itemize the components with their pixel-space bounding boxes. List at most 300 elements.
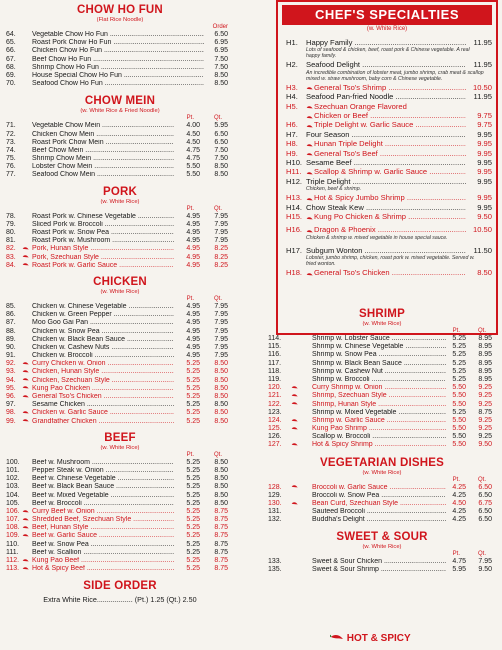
- item-name: Beef w. Black Bean Sauce .....: [32, 483, 174, 491]
- menu-item-row: [6, 524, 234, 532]
- item-number: 107.: [6, 516, 20, 524]
- item-name: Dragon & Phoenix .....: [314, 225, 466, 234]
- item-number: 88.: [6, 327, 16, 335]
- menu-item-row: [6, 344, 234, 352]
- shrimp-qt-label: Qt.: [477, 328, 486, 334]
- item-number: H3.: [286, 82, 298, 92]
- menu-item-row: [268, 441, 496, 449]
- item-price-pint: 5.50: [446, 433, 466, 441]
- item-price-quart: 8.50: [204, 377, 228, 385]
- item-name: Hot & Spicy Jumbo Shrimp .....: [314, 193, 466, 202]
- item-number: 96.: [6, 393, 16, 400]
- item-description: Lots of seafood & chicken, beef, roast pork & Chinese vegetable. A real happy family.: [306, 47, 470, 60]
- item-price-pint: 5.25: [176, 565, 200, 573]
- menu-item-row: [268, 351, 496, 359]
- item-price: 6.50: [204, 31, 228, 39]
- item-price-pint: 5.25: [446, 335, 466, 343]
- item-price-pint: 4.25: [446, 508, 466, 516]
- chili-icon: [21, 262, 29, 270]
- item-number: 129.: [268, 491, 282, 499]
- menu-item-row: [6, 565, 234, 573]
- item-name: Pork, Hunan Style .....: [32, 245, 174, 253]
- item-number: H6.: [286, 120, 298, 130]
- item-name: Chicken w. Snow Pea .....: [32, 328, 174, 336]
- item-number: 117.: [268, 359, 282, 367]
- item-name: Curry Beef w. Onion .....: [32, 508, 174, 516]
- item-price: 7.50: [204, 64, 228, 72]
- chili-icon: [21, 254, 29, 262]
- item-number: 79.: [6, 220, 16, 228]
- item-number: 87.: [6, 319, 16, 327]
- item-name: Kung Po Chicken & Shrimp .....: [314, 212, 466, 221]
- chili-icon: [21, 524, 29, 532]
- item-price: 10.50: [466, 83, 492, 92]
- item-price-quart: 6.75: [470, 500, 492, 508]
- item-price: 9.50: [466, 212, 492, 221]
- item-name: Triple Delight w. Garlic Sauce .....: [314, 120, 466, 129]
- menu-item-row: [268, 360, 496, 368]
- item-name: Beef w. Scallion .....: [32, 549, 174, 557]
- item-name: Chicken w. Cashew Nuts .....: [32, 344, 174, 352]
- item-price-quart: 8.50: [204, 418, 228, 426]
- item-number: 90.: [6, 343, 16, 351]
- menu-item-row: [268, 417, 496, 425]
- menu-item-row: [6, 245, 234, 253]
- item-number: 80.: [6, 229, 16, 236]
- item-price-pint: 5.95: [446, 566, 466, 574]
- item-price-pint: 4.95: [176, 221, 200, 229]
- item-price-quart: 8.50: [204, 360, 228, 368]
- menu-item-row: [6, 147, 234, 155]
- item-number: 71.: [6, 122, 16, 130]
- chefs-specialties-title: CHEF'S SPECIALTIES: [282, 5, 492, 25]
- item-price-quart: 8.25: [204, 262, 228, 270]
- item-name: Shrimp w. Black Bean Sauce .....: [312, 360, 446, 368]
- item-price-pint: 5.25: [446, 368, 466, 376]
- item-price-quart: 8.50: [204, 393, 228, 401]
- chili-icon: [21, 532, 29, 540]
- item-name: Beef w. Mixed Vegetable .....: [32, 492, 174, 500]
- sweet_sour-qt-label: Qt.: [477, 550, 486, 557]
- item-number: 73.: [6, 138, 16, 146]
- item-price-pint: 5.25: [176, 459, 200, 467]
- item-name: Grandfather Chicken .....: [32, 418, 174, 426]
- item-number: 91.: [6, 352, 16, 360]
- item-name: Roast Pork w. Garlic Sauce .....: [32, 262, 174, 270]
- item-name: Chicken w. Green Pepper .....: [32, 311, 174, 319]
- menu-item-row: [6, 368, 234, 376]
- item-name: Sweet & Sour Chicken .....: [312, 558, 446, 566]
- menu-item-row: [6, 122, 234, 130]
- item-price-pint: 4.75: [446, 558, 466, 566]
- item-price-quart: 8.75: [470, 409, 492, 417]
- item-price-quart: 8.95: [470, 351, 492, 359]
- chili-icon: [330, 633, 344, 644]
- item-price-pint: 5.25: [176, 385, 200, 393]
- item-name: Hot & Spicy Beef .....: [32, 565, 174, 573]
- item-price-pint: 4.95: [176, 352, 200, 360]
- item-number: 64.: [6, 31, 16, 38]
- vegetarian-price-header: [268, 477, 496, 484]
- item-number: 66.: [6, 47, 16, 55]
- menu-item-row: [268, 384, 496, 392]
- item-price-pint: 4.95: [176, 213, 200, 221]
- item-price-pint: 4.95: [176, 229, 200, 237]
- menu-item-row: [6, 139, 234, 147]
- item-price-pint: 5.50: [176, 171, 200, 179]
- item-price-quart: 9.25: [470, 392, 492, 400]
- item-price-pint: 5.25: [446, 360, 466, 368]
- item-price-pint: 4.25: [446, 516, 466, 524]
- menu-item-row: [6, 418, 234, 426]
- item-price-quart: 8.25: [204, 245, 228, 253]
- item-number: 94.: [6, 376, 16, 384]
- item-number: 135.: [268, 565, 282, 573]
- chicken-qt-label: Qt.: [213, 295, 222, 302]
- menu-item-row: [6, 131, 234, 139]
- hot-spicy-legend: [330, 633, 411, 644]
- item-price-pint: 4.25: [446, 492, 466, 500]
- shrimp-section-title: SHRIMP: [359, 308, 405, 320]
- item-price-pint: 4.95: [176, 311, 200, 319]
- chow_mein-pt-label: Pt.: [186, 115, 194, 122]
- item-price-quart: 8.95: [470, 376, 492, 384]
- item-price: 11.95: [466, 38, 492, 47]
- item-number: 86.: [6, 311, 16, 319]
- item-number: 131.: [268, 508, 282, 516]
- menu-item-row: [6, 237, 234, 245]
- item-name: Shrimp Chow Ho Fun .....: [32, 64, 228, 72]
- item-price-pint: 5.25: [176, 475, 200, 483]
- item-price-quart: 8.50: [204, 475, 228, 483]
- item-number: 81.: [6, 237, 16, 245]
- menu-item-row: [6, 360, 234, 368]
- item-name: Scallop & Shrimp w. Garlic Sauce .....: [314, 167, 466, 176]
- item-price-pint: 5.25: [176, 549, 200, 557]
- item-price-quart: 6.50: [204, 131, 228, 139]
- item-number: 112.: [6, 557, 20, 564]
- item-name: Lobster Chow Mein .....: [32, 163, 174, 171]
- item-price-quart: 8.75: [204, 541, 228, 549]
- item-price-pint: 5.50: [446, 441, 466, 449]
- item-price-quart: 8.75: [204, 516, 228, 524]
- item-price-quart: 8.50: [204, 385, 228, 393]
- item-name: Seafood Chow Ho Fun .....: [32, 80, 228, 88]
- item-number: 67.: [6, 55, 16, 63]
- item-number: 92.: [6, 360, 16, 368]
- chow_mein-qt-label: Qt.: [213, 115, 222, 122]
- chicken-section-title: CHICKEN: [93, 275, 147, 288]
- item-price: 9.95: [466, 149, 492, 158]
- item-price-pint: 5.25: [176, 393, 200, 401]
- pork-section-subtitle: (w. White Rice): [100, 198, 140, 205]
- item-name: Chicken w. Black Bean Sauce .....: [32, 336, 174, 344]
- pork-price-header: [6, 206, 234, 213]
- item-number: 119.: [268, 375, 282, 383]
- item-name: Happy Family .....: [306, 38, 466, 47]
- item-price-quart: 6.50: [470, 484, 492, 492]
- beef-pt-label: Pt.: [186, 451, 194, 458]
- item-number: H17.: [286, 245, 303, 255]
- item-number: 68.: [6, 63, 16, 71]
- item-number: 97.: [6, 401, 16, 409]
- item-number: 109.: [6, 532, 20, 540]
- item-name: Beef w. Garlic Sauce .....: [32, 532, 174, 540]
- item-price: 10.50: [466, 225, 492, 234]
- menu-item-row: [6, 72, 234, 80]
- chili-icon: [21, 516, 29, 524]
- chow_mein-section-title: CHOW MEIN: [84, 95, 156, 108]
- item-price-quart: 8.95: [470, 360, 492, 368]
- chili-icon: [21, 557, 29, 565]
- item-price-quart: 7.95: [204, 229, 228, 237]
- item-price-quart: 7.95: [204, 319, 228, 327]
- item-price-pint: 4.75: [176, 155, 200, 163]
- menu-item-row: [6, 557, 234, 565]
- item-name: Chicken Chow Mein .....: [32, 131, 174, 139]
- chili-icon: [21, 418, 29, 426]
- item-price: 8.50: [204, 72, 228, 80]
- item-price-pint: 5.50: [446, 384, 466, 392]
- vegetarian-section-subtitle: (w. White Rice): [362, 469, 402, 476]
- menu-item-row: [268, 508, 496, 516]
- item-price-quart: 8.50: [204, 467, 228, 475]
- item-name: Chicken or Beef .....: [314, 111, 466, 120]
- item-number: H13.: [286, 193, 303, 203]
- item-price-quart: 6.50: [470, 516, 492, 524]
- item-price: 9.75: [466, 111, 492, 120]
- chili-icon: [21, 409, 29, 417]
- menu-item-row: [268, 516, 496, 524]
- item-name: Roast Pork w. Chinese Vegetable .....: [32, 213, 174, 221]
- item-price-quart: 8.50: [204, 500, 228, 508]
- pork-pt-label: Pt.: [186, 205, 194, 212]
- side-order-title: SIDE ORDER: [83, 580, 157, 593]
- chili-icon: [21, 385, 29, 393]
- item-price-pint: 5.25: [176, 492, 200, 500]
- item-number: 75.: [6, 155, 16, 163]
- item-name: Seafood Pan-fried Noodle .....: [306, 92, 466, 101]
- menu-item-row: [268, 392, 496, 400]
- item-number: 106.: [6, 507, 20, 515]
- vegetarian-pt-label: Pt.: [452, 476, 460, 483]
- item-price-quart: 8.95: [470, 335, 492, 343]
- item-price-quart: 9.50: [470, 441, 492, 449]
- chicken-section-subtitle: (w. White Rice): [100, 288, 140, 295]
- item-description: An incredible combination of lobster meat, jumbo shrimp, crab meat & scallop mixed w. straw mushroom, baby corn & Chinese vegetable.: [306, 69, 484, 82]
- item-number: H1.: [286, 38, 298, 47]
- item-price-pint: 4.75: [176, 147, 200, 155]
- item-price: 7.50: [204, 56, 228, 64]
- menu-item-row: [6, 483, 234, 491]
- item-number: 120.: [268, 384, 282, 392]
- item-number: 125.: [268, 425, 282, 433]
- item-price-pint: 5.50: [446, 425, 466, 433]
- item-number: 83.: [6, 253, 16, 261]
- item-name: Sliced Pork w. Broccoli .....: [32, 221, 174, 229]
- chili-icon: [290, 384, 298, 392]
- item-number: 101.: [6, 466, 20, 474]
- menu-item-row: [6, 39, 234, 47]
- item-price-pint: 5.25: [176, 368, 200, 376]
- item-price: 8.50: [466, 268, 492, 277]
- chow_ho_fun-order-label: Order: [212, 24, 228, 30]
- item-price-quart: 8.25: [204, 254, 228, 262]
- item-price-pint: 5.25: [176, 532, 200, 540]
- item-price-pint: 4.95: [176, 336, 200, 344]
- item-number: 126.: [268, 433, 282, 441]
- item-name: Roast Pork Chow Ho Fun .....: [32, 39, 228, 47]
- vegetarian-section-title: VEGETARIAN DISHES: [320, 456, 444, 469]
- item-price-quart: 8.50: [204, 459, 228, 467]
- chili-icon: [21, 368, 29, 376]
- item-name: Beef w. Mushroom .....: [32, 459, 174, 467]
- item-name: Shredded Beef, Szechuan Style .....: [32, 516, 174, 524]
- item-name: Beef Chow Ho Fun .....: [32, 56, 228, 64]
- item-price-pint: 5.25: [446, 409, 466, 417]
- item-price-quart: 8.75: [204, 565, 228, 573]
- item-number: 74.: [6, 146, 16, 154]
- item-price-pint: 5.50: [446, 417, 466, 425]
- item-price-pint: 5.50: [446, 392, 466, 400]
- chow_mein-price-header: [6, 115, 234, 122]
- item-price-quart: 8.50: [204, 483, 228, 491]
- item-name: Vegetable Chow Ho Fun .....: [32, 31, 228, 39]
- item-price: 9.95: [466, 158, 492, 167]
- chili-icon: [21, 565, 29, 573]
- item-number: 132.: [268, 516, 282, 524]
- menu-item-row: [6, 409, 234, 417]
- item-name: Seafood Chow Mein .....: [32, 171, 174, 179]
- item-number: 103.: [6, 483, 20, 491]
- item-name: Beef w. Broccoli .....: [32, 500, 174, 508]
- menu-item-row: [6, 541, 234, 549]
- item-name: Four Season .....: [306, 130, 466, 139]
- menu-item-row: [268, 558, 496, 566]
- item-name: Broccoli w. Garlic Sauce .....: [312, 484, 446, 492]
- item-price-pint: 5.50: [446, 401, 466, 409]
- menu-item-row: [6, 213, 234, 221]
- item-name: Shrimp Chow Mein .....: [32, 155, 174, 163]
- item-name: Shrimp w. Lobster Sauce .....: [312, 335, 446, 343]
- menu-item-row: [268, 401, 496, 409]
- item-name: Shrimp w. Broccoli .....: [312, 376, 446, 384]
- menu-item-row: [268, 500, 496, 508]
- menu-item-row: [268, 433, 496, 441]
- menu-item-row: [6, 56, 234, 64]
- menu-item-row: [6, 80, 234, 88]
- item-number: 113.: [6, 565, 20, 573]
- item-number: 104.: [6, 491, 20, 499]
- beef-price-header: [6, 452, 234, 459]
- chow_mein-section-subtitle: (w. White Rice & Fried Noodle): [80, 108, 160, 115]
- item-price: 9.75: [466, 120, 492, 129]
- item-price: 9.95: [466, 139, 492, 148]
- item-number: H10.: [286, 158, 303, 167]
- chili-icon: [21, 377, 29, 385]
- side-order-line: Extra White Rice.................. (Pt.) 1.25 (Qt.) 2.50: [43, 595, 197, 605]
- item-price-quart: 9.25: [470, 417, 492, 425]
- item-price-pint: 5.25: [176, 483, 200, 491]
- item-number: 98.: [6, 409, 16, 417]
- item-price-quart: 5.95: [204, 122, 228, 130]
- item-price-pint: 5.25: [176, 508, 200, 516]
- item-price-quart: 8.50: [204, 171, 228, 179]
- item-price-quart: 8.75: [204, 549, 228, 557]
- item-name: Broccoli w. Snow Pea .....: [312, 492, 446, 500]
- item-price-quart: 8.50: [204, 409, 228, 417]
- item-price: 9.95: [466, 203, 492, 212]
- item-number: 121.: [268, 392, 282, 400]
- item-price: 8.50: [204, 80, 228, 88]
- menu-item-row: [268, 368, 496, 376]
- item-price-pint: 4.95: [176, 254, 200, 262]
- item-number: 89.: [6, 335, 16, 343]
- item-number: 111.: [6, 548, 19, 556]
- item-name: Seafood Delight .....: [306, 60, 466, 69]
- item-price-quart: 9.25: [470, 425, 492, 433]
- item-number: 95.: [6, 384, 16, 392]
- item-price-quart: 8.95: [470, 368, 492, 376]
- item-price: 11.95: [466, 60, 492, 69]
- menu-item-row: [6, 475, 234, 483]
- menu-item-row: [6, 336, 234, 344]
- menu-item-row: [6, 254, 234, 262]
- item-name: Curry Chicken w. Onion .....: [32, 360, 174, 368]
- item-price-quart: 6.50: [470, 492, 492, 500]
- item-price: 9.95: [466, 193, 492, 202]
- item-number: H18.: [286, 268, 303, 278]
- item-name: Shrimp w. Cashew Nut .....: [312, 368, 446, 376]
- item-name: Beef w. Chinese Vegetable .....: [32, 475, 174, 483]
- menu-item-row: [6, 163, 234, 171]
- item-price-pint: 5.25: [446, 343, 466, 351]
- chefs-specialties-subtitle: (w. White Rice): [366, 26, 408, 32]
- item-price-quart: 9.50: [470, 566, 492, 574]
- item-name: Kung Pao Shrimp .....: [312, 425, 446, 433]
- item-number: H11.: [286, 167, 302, 177]
- item-price-pint: 4.95: [176, 344, 200, 352]
- menu-item-row: [268, 425, 496, 433]
- menu-item-row: [268, 484, 496, 492]
- menu-item-row: [6, 328, 234, 336]
- item-name: Shrimp w. Mixed Vegetable .....: [312, 409, 446, 417]
- menu-item-row: [6, 155, 234, 163]
- item-name: General Tso's Chicken .....: [32, 393, 174, 401]
- item-number: 105.: [6, 499, 20, 507]
- item-price-pint: 4.50: [176, 131, 200, 139]
- item-name: Buddha's Delight .....: [312, 516, 446, 524]
- item-number: H2.: [286, 60, 298, 70]
- item-price: 9.95: [466, 130, 492, 139]
- item-price-pint: 5.25: [176, 409, 200, 417]
- item-number: 116.: [268, 351, 282, 359]
- item-price-quart: 7.95: [204, 328, 228, 336]
- chili-icon: [290, 401, 298, 409]
- shrimp-pt-label: Pt.: [452, 328, 460, 334]
- item-price-quart: 6.50: [470, 508, 492, 516]
- item-name: Subgum Wonton .....: [306, 246, 466, 255]
- chow_ho_fun-price-header: [6, 24, 234, 31]
- sweet_sour-section-subtitle: (w. White Rice): [362, 543, 402, 550]
- menu-item-row: [6, 532, 234, 540]
- item-price-pint: 5.25: [176, 418, 200, 426]
- item-name: Beef w. Snow Pea .....: [32, 541, 174, 549]
- item-number: 77.: [6, 171, 16, 179]
- menu-item-row: [268, 566, 496, 574]
- item-number: H12.: [286, 176, 303, 186]
- item-name: Pork, Szechuan Style .....: [32, 254, 174, 262]
